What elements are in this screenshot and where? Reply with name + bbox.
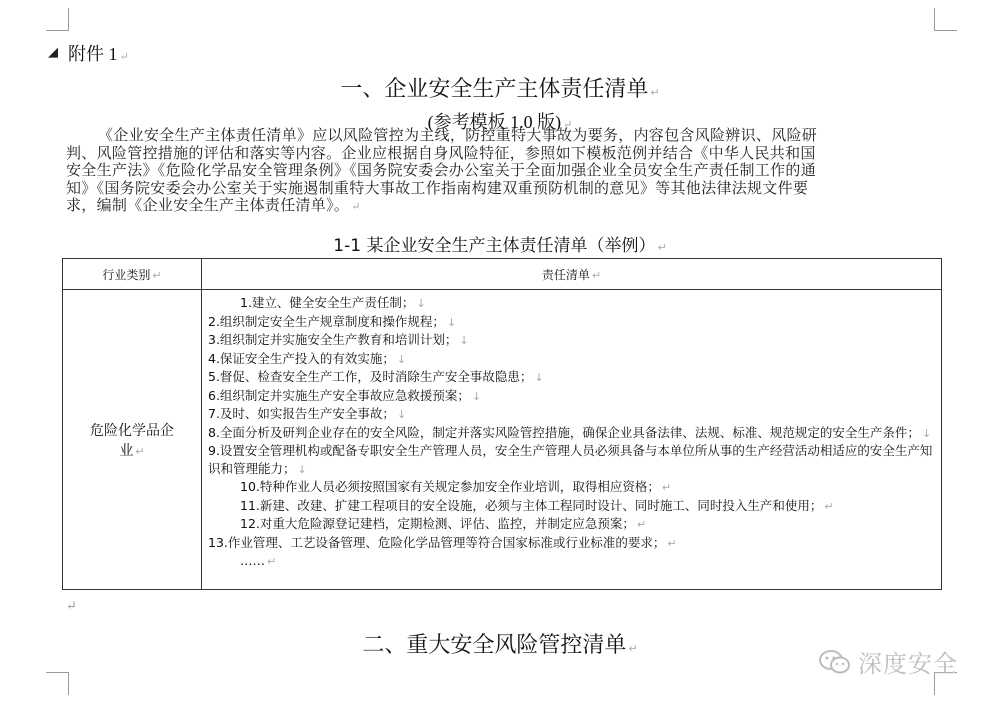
industry-cell	[63, 290, 202, 590]
list-item: 11.新建、改建、扩建工程项目的安全设施，必须与主体工程同时设计、同时施工、同时投入生产和使用； ↵	[240, 497, 834, 513]
appendix-label: 附件 1 ↵	[68, 44, 129, 64]
crop-mark-bottom-left	[46, 672, 69, 695]
responsibility-list-cell	[202, 290, 942, 590]
intro-line: 求，编制《企业安全生产主体责任清单》。 ↵	[66, 198, 361, 214]
industry-line: 业 ↵	[119, 442, 145, 459]
list-item: 6.组织制定并实施生产安全事故应急救援预案； ↓	[208, 387, 482, 403]
table-header-row	[63, 259, 942, 290]
paragraph-anchor-icon[interactable]: ◢	[48, 44, 58, 59]
list-item: 9.设置安全管理机构或配备专职安全生产管理人员，安全生产管理人员必须具备与本单位所从事的生产经营活动相适应的安全生产知识和管理能力； ↓	[208, 443, 933, 476]
crop-mark-top-right	[934, 8, 957, 31]
table-title: 1-1 某企业安全生产主体责任清单（举例） ↵	[333, 236, 667, 256]
list-item: 12.对重大危险源登记建档，定期检测、评估、监控，并制定应急预案； ↵	[240, 516, 647, 531]
industry-line: 危险化学品企	[90, 422, 174, 439]
template-version-subtitle: (参考模板 1.0 版) ↵	[427, 112, 573, 132]
section-title-1: 一、企业安全生产主体责任清单 ↵	[340, 77, 660, 102]
list-item: 8.全面分析及研判企业存在的安全风险，制定并落实风险管控措施，确保企业具备法律、法规、标准、规范规定的安全生产条件； ↓	[208, 424, 932, 440]
intro-line: 判、风险管控措施的评估和落实等内容。企业应根据自身风险特征，参照如下模板范例并结合《中华人民共和国	[66, 145, 816, 162]
list-item: 3.组织制定并实施安全生产教育和培训计划； ↓	[208, 332, 469, 347]
list-item: 10.特种作业人员必须按照国家有关规定参加安全作业培训，取得相应资格； ↵	[240, 479, 672, 494]
header-responsibility-list: 责任清单 ↵	[202, 259, 942, 290]
crop-mark-top-left	[46, 8, 69, 31]
list-item: 5.督促、检查安全生产工作，及时消除生产安全事故隐患； ↓	[208, 369, 544, 384]
intro-line: 知》《国务院安委会办公室关于实施遏制重特大事故工作指南构建双重预防机制的意见》等其他法律法规文件要	[66, 180, 809, 197]
responsibility-table	[62, 258, 942, 590]
list-item: 13.作业管理、工艺设备管理、危险化学品管理等符合国家标准或行业标准的要求； ↵	[208, 534, 677, 550]
intro-paragraph	[66, 128, 940, 217]
header-industry: 行业类别 ↵	[63, 259, 202, 290]
list-item: 1.建立、健全安全生产责任制； ↓	[240, 295, 426, 310]
watermark	[818, 644, 958, 679]
watermark-text: 深度安全	[858, 650, 958, 678]
list-item: 7.及时、如实报告生产安全事故； ↓	[208, 406, 407, 421]
list-item: …… ↵	[240, 553, 277, 568]
paragraph-mark: ↵	[66, 598, 77, 613]
wechat-icon	[818, 648, 852, 676]
section-title-2: 二、重大安全风险管控清单 ↵	[362, 633, 638, 658]
intro-line: 安全生产法》《危险化学品安全管理条例》《国务院安委会办公室关于全面加强企业全员安全生产责任制工作的通	[66, 163, 817, 179]
list-item: 2.组织制定安全生产规章制度和操作规程； ↓	[208, 313, 457, 329]
table-row	[63, 290, 942, 590]
list-item: 4.保证安全生产投入的有效实施； ↓	[208, 350, 407, 366]
intro-line: 《企业安全生产主体责任清单》应以风险管控为主线，防控重特大事故为要务，内容包含风险辨识、风险研	[98, 128, 818, 144]
